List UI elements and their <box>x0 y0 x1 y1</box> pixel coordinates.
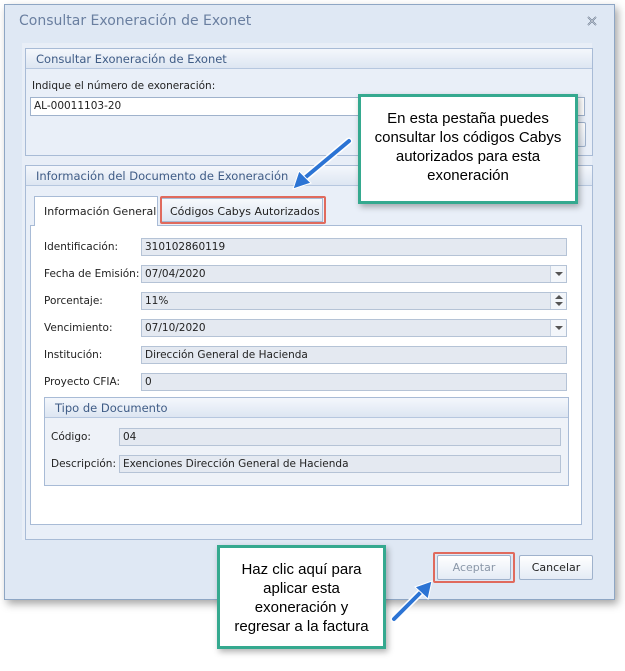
porcentaje-value: 11% <box>145 295 169 307</box>
cancel-button[interactable]: Cancelar <box>519 555 593 580</box>
cabys-tab-highlight <box>160 196 326 224</box>
institucion-label: Institución: <box>44 349 103 361</box>
accept-callout-text: Haz clic aquí para aplicar esta exoneración y regresar a la factura <box>234 561 369 635</box>
descripcion-field <box>119 455 561 473</box>
consulta-group-title: Consultar Exoneración de Exonet <box>26 49 592 69</box>
proyecto-value: 0 <box>145 376 152 388</box>
descripcion-label: Descripción: <box>51 458 116 470</box>
identificacion-label: Identificación: <box>44 241 119 253</box>
vencimiento-label: Vencimiento: <box>44 322 113 334</box>
cabys-tab-callout <box>358 94 578 204</box>
accept-callout <box>217 545 386 649</box>
descripcion-value: Exenciones Dirección General de Hacienda <box>123 458 349 470</box>
vencimiento-value: 07/10/2020 <box>145 322 206 334</box>
fecha-label: Fecha de Emisión: <box>44 268 140 280</box>
tab-informacion-general[interactable]: Información General <box>34 196 158 226</box>
arrow-to-cabys-tab <box>285 135 355 195</box>
codigo-value: 04 <box>123 431 137 443</box>
accept-button[interactable]: Aceptar <box>437 555 511 580</box>
cabys-tab-callout-text: En esta pestaña puedes consultar los códigos Cabys autorizados para esta exoneración <box>374 110 562 184</box>
accept-button-highlight <box>433 552 515 583</box>
info-group-title: Información del Documento de Exoneración <box>26 166 592 186</box>
identificacion-field <box>141 238 567 256</box>
arrow-to-accept-button <box>388 575 438 625</box>
tipo-documento-title: Tipo de Documento <box>45 398 568 418</box>
porcentaje-label: Porcentaje: <box>44 295 103 307</box>
tab-codigos-cabys[interactable]: Códigos Cabys Autorizados <box>161 198 323 222</box>
vencimiento-dropdown-icon[interactable] <box>550 320 566 336</box>
close-icon[interactable] <box>586 15 598 27</box>
proyecto-label: Proyecto CFIA: <box>44 376 120 388</box>
title-bar <box>5 5 614 36</box>
window-title: Consultar Exoneración de Exonet <box>19 13 252 29</box>
exoneration-number-value: AL-00011103-20 <box>34 100 122 112</box>
fecha-field[interactable] <box>141 265 567 283</box>
porcentaje-spinner-icon[interactable] <box>550 293 566 309</box>
proyecto-field <box>141 373 567 391</box>
institucion-value: Dirección General de Hacienda <box>145 349 308 361</box>
fecha-dropdown-icon[interactable] <box>550 266 566 282</box>
fecha-value: 07/04/2020 <box>145 268 206 280</box>
identificacion-value: 310102860119 <box>145 241 226 253</box>
codigo-field <box>119 428 561 446</box>
porcentaje-field[interactable] <box>141 292 567 310</box>
codigo-label: Código: <box>51 431 91 443</box>
institucion-field <box>141 346 567 364</box>
exoneration-number-label: Indique el número de exoneración: <box>32 80 216 92</box>
vencimiento-field[interactable] <box>141 319 567 337</box>
